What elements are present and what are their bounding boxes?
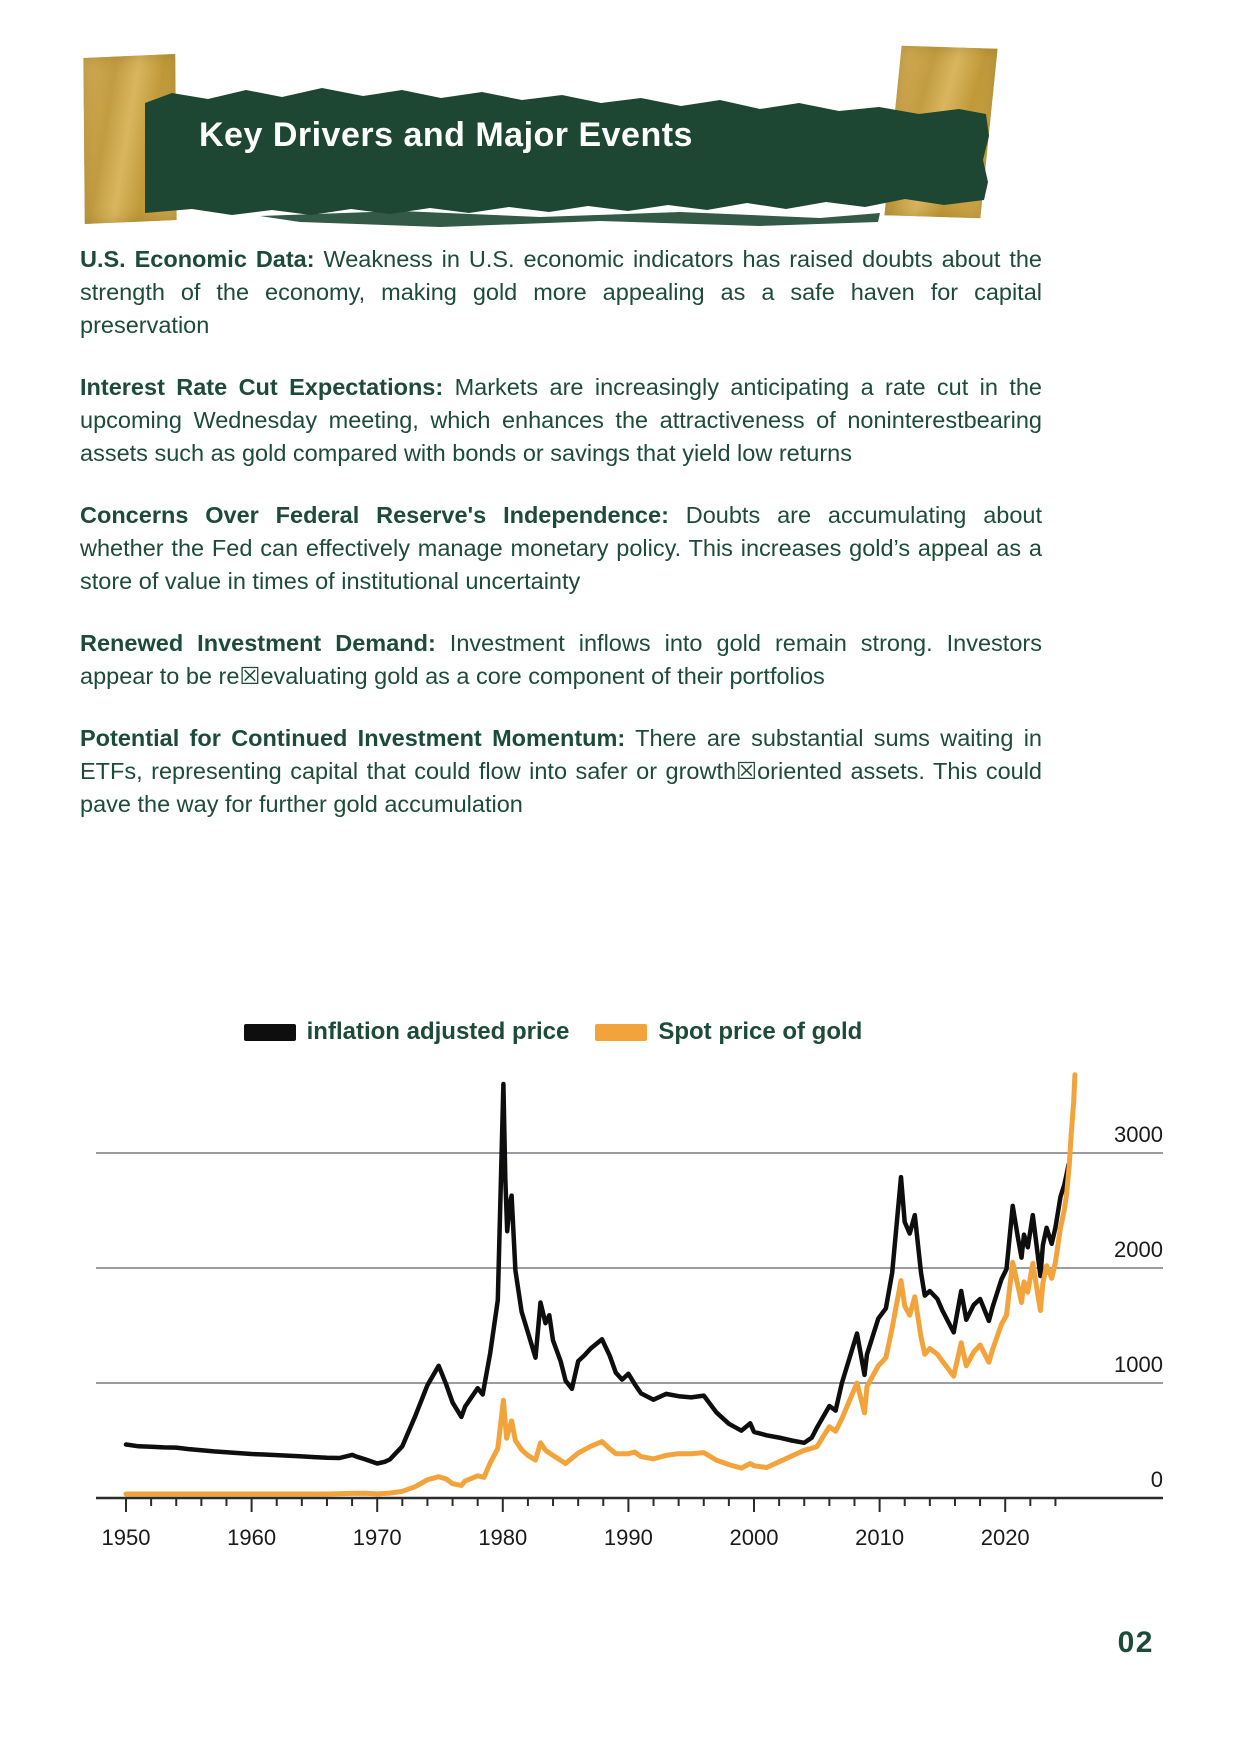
series-line-inflation-adjusted [126, 1084, 1069, 1464]
x-tick-label: 1950 [101, 1525, 151, 1550]
paragraph-lead: Interest Rate Cut Expectations: [80, 374, 444, 400]
x-tick-label: 1980 [478, 1525, 528, 1550]
paragraph-body: Weakness in U.S. economic indicators has raised doubts about the strength of the economy, making gold more appealing as a safe haven for capital preservation [80, 246, 1042, 338]
paragraph-lead: U.S. Economic Data: [80, 246, 315, 272]
x-tick-label: 1990 [603, 1525, 653, 1550]
y-axis-label: 1000 [1114, 1352, 1163, 1377]
x-tick-label: 2000 [729, 1525, 779, 1550]
x-tick-label: 1960 [227, 1525, 277, 1550]
page-number: 02 [1117, 1626, 1154, 1659]
legend-swatch-orange [595, 1024, 647, 1041]
body-copy [80, 243, 1042, 850]
gold-price-chart-svg [0, 1060, 1240, 1580]
y-axis-label: 2000 [1114, 1237, 1163, 1262]
legend-label: inflation adjusted price [306, 1018, 570, 1045]
paragraph-investment-demand [80, 627, 1042, 693]
paragraph-body: Markets are increasingly anticipating a rate cut in the upcoming Wednesday meeting, which enhances the attractiveness of noninterestbearing assets such as gold compared with bonds or savings that yield low returns [80, 374, 1042, 466]
legend-item-spot-price [595, 1018, 862, 1046]
gold-price-chart [0, 1060, 1240, 1580]
paragraph-lead: Potential for Continued Investment Momentum: [80, 725, 626, 751]
series-line-spot-price [126, 1075, 1075, 1494]
legend-item-inflation-adjusted [244, 1018, 570, 1046]
legend-swatch-black [244, 1024, 296, 1041]
paragraph-fed-independence [80, 499, 1042, 598]
chart-legend [0, 1018, 1106, 1046]
x-tick-label: 1970 [352, 1525, 402, 1550]
banner-torn-streak [260, 211, 880, 227]
x-tick-label: 2020 [980, 1525, 1030, 1550]
paragraph-investment-momentum [80, 722, 1042, 821]
paragraph-lead: Renewed Investment Demand: [80, 630, 436, 656]
paragraph-body: Investment inflows into gold remain strong. Investors appear to be re☒evaluating gold as a core component of their portfolios [80, 630, 1042, 689]
paragraph-rate-cut-expectations [80, 371, 1042, 470]
paragraph-body: There are substantial sums waiting in ETFs, representing capital that could flow into safer or growth☒oriented assets. This could pave the way for further gold accumulation [80, 725, 1042, 817]
paragraph-body: Doubts are accumulating about whether the Fed can effectively manage monetary policy. This increases gold’s appeal as a store of value in times of institutional uncertainty [80, 502, 1042, 594]
x-tick-label: 2010 [855, 1525, 905, 1550]
page-title: Key Drivers and Major Events [199, 116, 693, 154]
paragraph-us-economic-data [80, 243, 1042, 342]
y-axis-label: 3000 [1114, 1122, 1163, 1147]
y-axis-label: 0 [1150, 1467, 1163, 1492]
legend-label: Spot price of gold [658, 1018, 863, 1045]
paragraph-lead: Concerns Over Federal Reserve's Independence: [80, 502, 669, 528]
